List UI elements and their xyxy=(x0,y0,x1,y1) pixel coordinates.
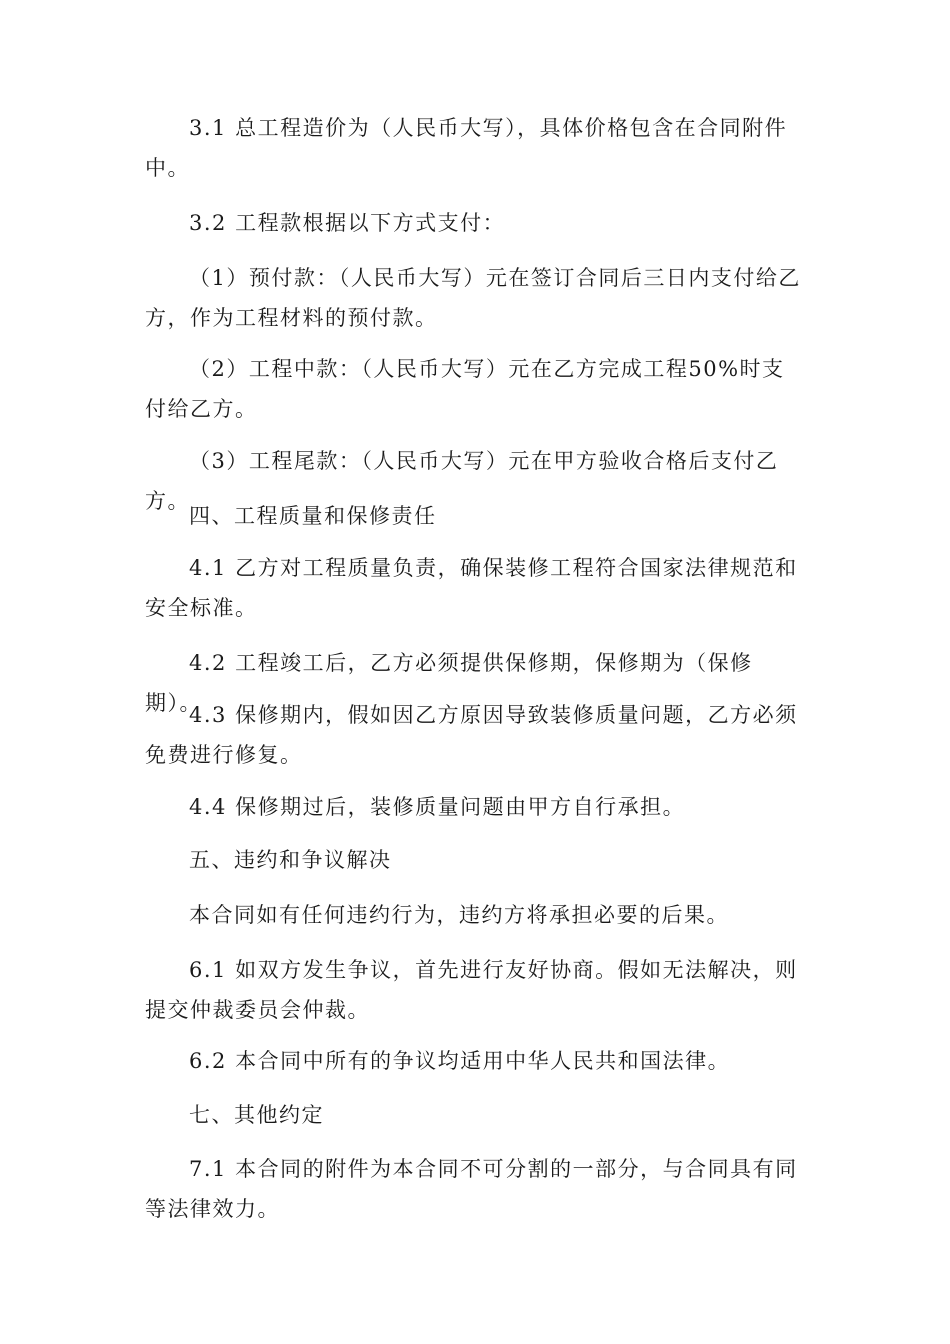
clause-4-2: 4.2 工程竣工后，乙方必须提供保修期，保修期为（保修期）。 xyxy=(145,651,753,715)
clause-4-3: 4.3 保修期内，假如因乙方原因导致装修质量问题，乙方必须免费进行修复。 xyxy=(145,703,798,767)
section-heading-5: 五、违约和争议解决 xyxy=(189,848,392,872)
breach-statement: 本合同如有任何违约行为，违约方将承担必要的后果。 xyxy=(189,903,729,927)
clause-7-1: 7.1 本合同的附件为本合同不可分割的一部分，与合同具有同等法律效力。 xyxy=(145,1157,798,1221)
section-heading-4: 四、工程质量和保修责任 xyxy=(189,504,437,528)
clause-6-2: 6.2 本合同中所有的争议均适用中华人民共和国法律。 xyxy=(189,1049,731,1073)
payment-item-1: （1）预付款：（人民币大写）元在签订合同后三日内支付给乙方，作为工程材料的预付款。 xyxy=(145,266,801,330)
clause-6-1: 6.1 如双方发生争议，首先进行友好协商。假如无法解决，则提交仲裁委员会仲裁。 xyxy=(145,958,798,1022)
payment-item-2: （2）工程中款：（人民币大写）元在乙方完成工程50%时支付给乙方。 xyxy=(145,357,785,421)
clause-4-1: 4.1 乙方对工程质量负责，确保装修工程符合国家法律规范和安全标准。 xyxy=(145,556,798,620)
clause-3-1: 3.1 总工程造价为（人民币大写），具体价格包含在合同附件中。 xyxy=(145,116,788,180)
section-heading-7: 七、其他约定 xyxy=(189,1103,324,1127)
clause-3-2: 3.2 工程款根据以下方式支付： xyxy=(189,211,506,235)
clause-4-4: 4.4 保修期过后，装修质量问题由甲方自行承担。 xyxy=(189,795,686,819)
payment-item-3: （3）工程尾款：（人民币大写）元在甲方验收合格后支付乙方。 xyxy=(145,449,779,513)
